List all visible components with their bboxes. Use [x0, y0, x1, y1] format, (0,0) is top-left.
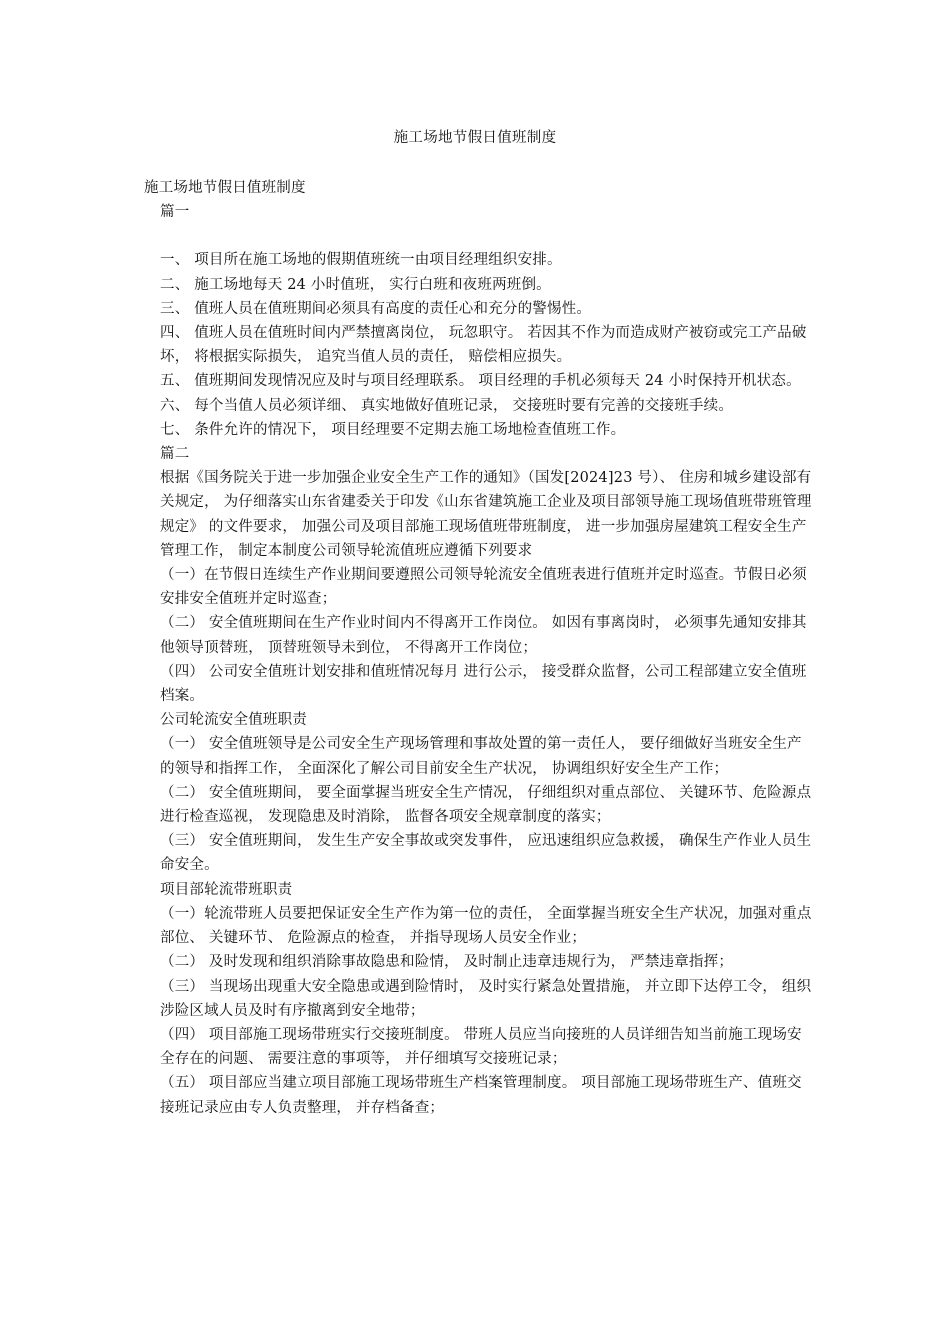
paragraph: 六、 每个当值人员必须详细、 真实地做好值班记录， 交接班时要有完善的交接班手续。	[160, 397, 734, 414]
paragraph: 七、 条件允许的情况下， 项目经理要不定期去施工场地检查值班工作。	[160, 421, 626, 438]
paragraph: 根据《国务院关于进一步加强企业安全生产工作的通知》（国发[2024]23 号）、 住房和城乡建设部有关规定， 为仔细落实山东省建委关于印发《山东省建筑施工企业及项目部领导施工现场值班带班管理规定》 的文件要求， 加强公司及项目部施工现场值班带班制度， 进一步加强房屋建筑工程安全生产管理工作， 制定本制度公司领导轮流值班应遵循下列要求	[160, 470, 812, 559]
paragraph: （二） 及时发现和组织消除事故隐患和险情， 及时制止违章违规行为， 严禁违章指挥；	[160, 954, 734, 971]
paragraph: （四） 项目部施工现场带班实行交接班制度。 带班人员应当向接班的人员详细告知当前施工现场安全存在的问题、 需要注意的事项等， 并仔细填写交接班记录；	[160, 1026, 802, 1068]
paragraph: （一）在节假日连续生产作业期间要遵照公司领导轮流安全值班表进行值班并定时巡查。节假日必须安排安全值班并定时巡查；	[160, 567, 807, 608]
paragraph: （三） 安全值班期间， 发生生产安全事故或突发事件， 应迅速组织应急救援， 确保生产作业人员生命安全。	[160, 833, 812, 874]
subheading-project-duties: 项目部轮流带班职责	[160, 881, 293, 898]
paragraph: （二） 安全值班期间在生产作业时间内不得离开工作岗位。 如因有事离岗时， 必须事先通知安排其他领导顶替班， 顶替班领导未到位， 不得离开工作岗位；	[160, 615, 807, 656]
paragraph: （三） 当现场出现重大安全隐患或遇到险情时， 及时实行紧急处置措施， 并立即下达停工令， 组织涉险区域人员及时有序撤离到安全地带；	[160, 978, 812, 1019]
paragraph: 四、 值班人员在值班时间内严禁擅离岗位， 玩忽职守。 若因其不作为而造成财产被窃或完工产品破坏， 将根据实际损失， 追究当值人员的责任， 赔偿相应损失。	[160, 325, 807, 366]
document-title: 施工场地节假日值班制度	[393, 130, 557, 146]
paragraph: （二） 安全值班期间， 要全面掌握当班安全生产情况， 仔细组织对重点部位、 关键环节、危险源点进行检查巡视， 发现隐患及时消除， 监督各项安全规章制度的落实；	[160, 784, 812, 826]
paragraph: （一） 安全值班领导是公司安全生产现场管理和事故处置的第一责任人， 要仔细做好当班安全生产的领导和指挥工作， 全面深化了解公司目前安全生产状况， 协调组织好安全生产工作；	[160, 736, 802, 777]
section-label-part-two: 篇二	[160, 446, 190, 463]
paragraph: （五） 项目部应当建立项目部施工现场带班生产档案管理制度。 项目部施工现场带班生产、值班交接班记录应由专人负责整理， 并存档备查；	[160, 1075, 802, 1116]
document-heading: 施工场地节假日值班制度	[144, 180, 306, 196]
paragraph: 二、 施工场地每天 24 小时值班， 实行白班和夜班两班倒。	[160, 276, 551, 293]
paragraph: 三、 值班人员在值班期间必须具有高度的责任心和充分的警惕性。	[160, 300, 592, 317]
paragraph: （一）轮流带班人员要把保证安全生产作为第一位的责任， 全面掌握当班安全生产状况，加强对重点部位、 关键环节、 危险源点的检查， 并指导现场人员安全作业；	[160, 905, 812, 947]
document-body	[144, 176, 812, 1120]
section-label-part-one: 篇一	[160, 204, 190, 221]
subheading-company-duties: 公司轮流安全值班职责	[160, 712, 307, 729]
paragraph: 一、 项目所在施工场地的假期值班统一由项目经理组织安排。	[160, 252, 562, 269]
paragraph: 五、 值班期间发现情况应及时与项目经理联系。 项目经理的手机必须每天 24 小时保持开机状态。	[160, 373, 801, 390]
paragraph: （四） 公司安全值班计划安排和值班情况每月 进行公示， 接受群众监督，公司工程部建立安全值班档案。	[160, 663, 807, 705]
